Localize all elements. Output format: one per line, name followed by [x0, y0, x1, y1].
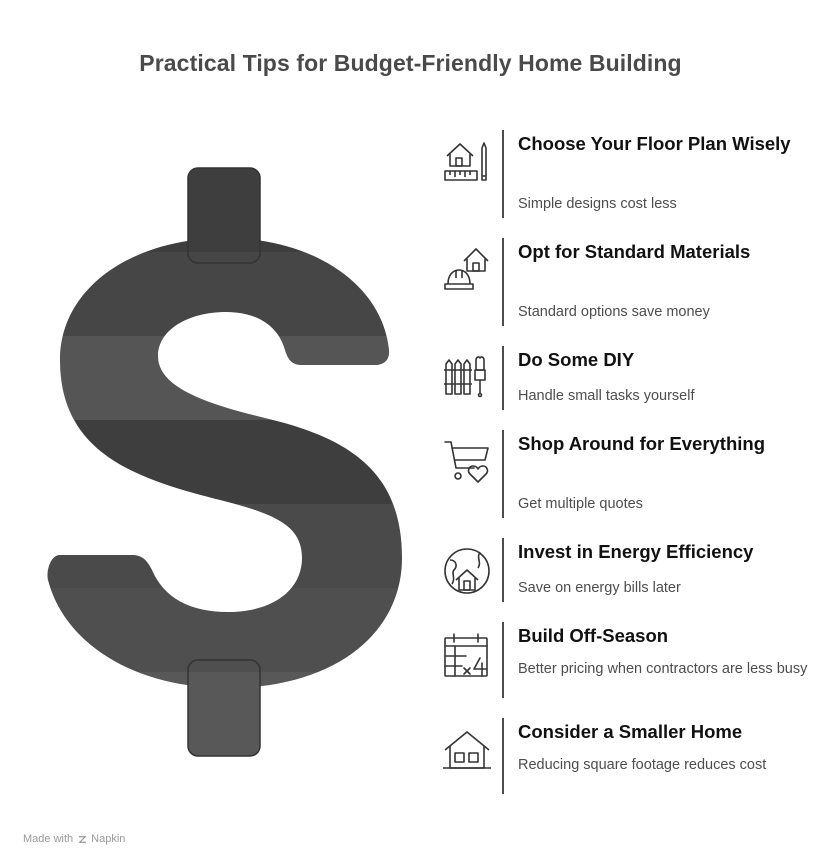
napkin-brand — [77, 833, 125, 845]
tip-description: Handle small tasks yourself — [518, 388, 695, 404]
tip-floor-plan — [440, 130, 810, 218]
tip-off-season — [440, 622, 810, 698]
fence-paintbrush-icon — [442, 350, 492, 400]
tip-shop-around — [440, 430, 810, 518]
tip-standard-materials — [440, 238, 810, 326]
shopping-cart-heart-icon — [442, 436, 492, 486]
tip-title: Shop Around for Everything — [518, 433, 766, 454]
napkin-logo-icon — [77, 834, 88, 845]
tip-description: Save on energy bills later — [518, 580, 681, 596]
footer-brand-name: Napkin — [91, 833, 126, 845]
tip-title: Do Some DIY — [518, 349, 635, 370]
footer-made-with: Made with — [23, 833, 74, 845]
tip-title: Build Off-Season — [518, 625, 669, 646]
tip-description: Standard options save money — [518, 304, 710, 320]
footer-attribution — [23, 833, 125, 845]
tips-list — [440, 130, 810, 800]
tip-diy — [440, 346, 810, 410]
calendar-x4-icon — [442, 630, 492, 680]
tip-title: Opt for Standard Materials — [518, 241, 751, 262]
tip-smaller-home — [440, 718, 810, 794]
tip-title: Choose Your Floor Plan Wisely — [518, 133, 791, 154]
page-title: Practical Tips for Budget-Friendly Home Building — [139, 50, 682, 76]
tip-description: Better pricing when contractors are less busy — [518, 661, 808, 677]
hardhat-house-icon — [442, 244, 492, 294]
house-ruler-pencil-icon — [442, 136, 492, 186]
tip-title: Consider a Smaller Home — [518, 721, 743, 742]
tip-description: Reducing square footage reduces cost — [518, 757, 767, 773]
small-house-icon — [442, 726, 492, 776]
tip-title: Invest in Energy Efficiency — [518, 541, 754, 562]
tip-description: Simple designs cost less — [518, 196, 677, 212]
globe-house-icon — [442, 546, 492, 596]
tip-description: Get multiple quotes — [518, 496, 643, 512]
tip-energy-efficiency — [440, 538, 810, 602]
dollar-sign-icon — [40, 160, 412, 764]
